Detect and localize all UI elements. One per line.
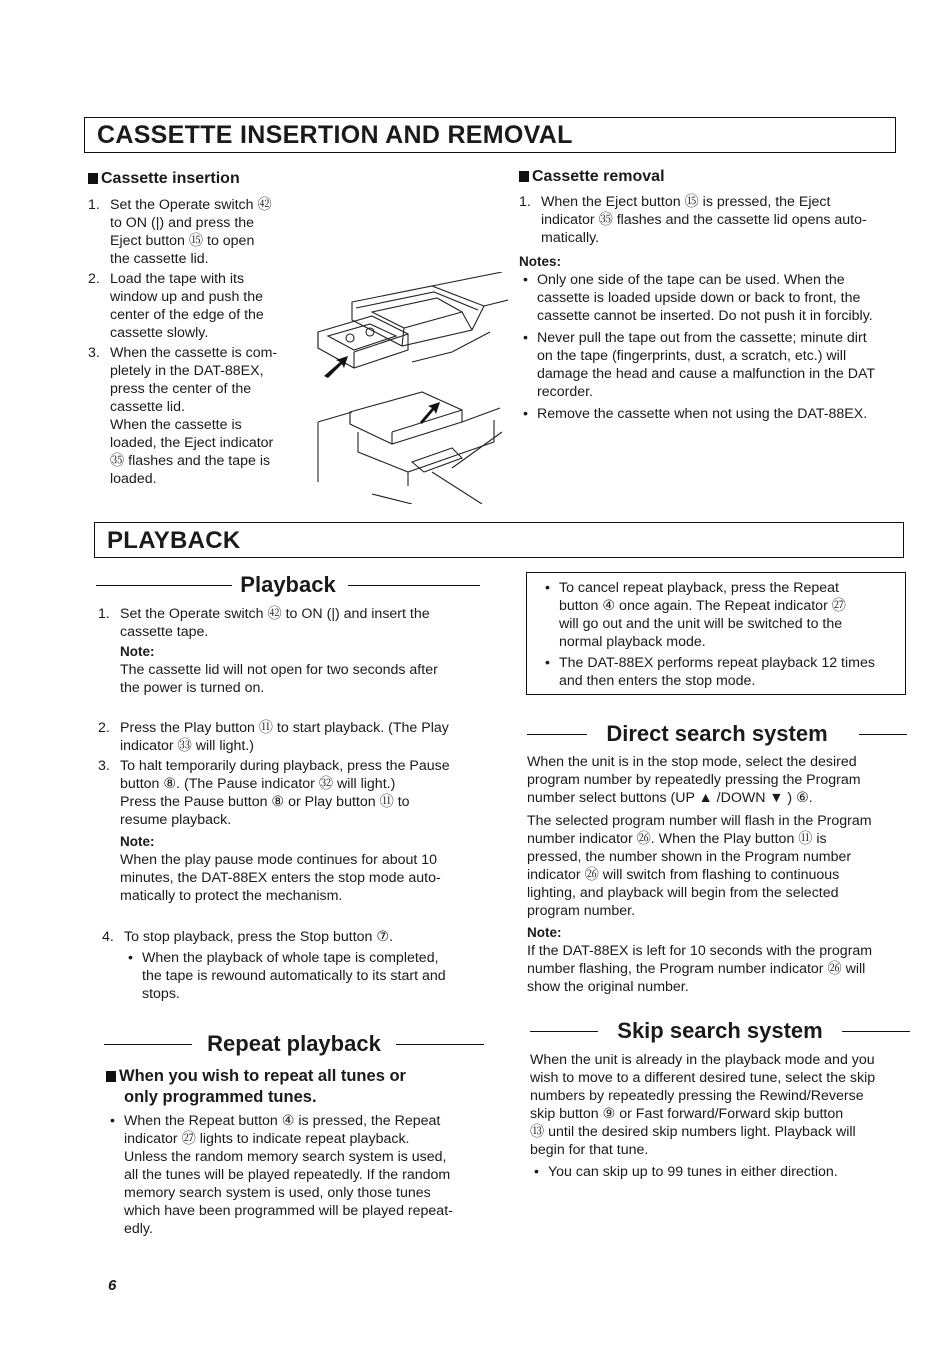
note-label: Note: — [120, 834, 155, 849]
repeat-box-bullet: • To cancel repeat playback, press the Repeat button ④ once again. The Repeat indicator ㉗ will go out and the unit will be switched to the normal playback mode. — [541, 579, 897, 651]
playback-subheading: Playback — [96, 571, 480, 599]
skip-search-subheading: Skip search system — [530, 1017, 910, 1045]
playback-step-1: 1. Set the Operate switch ㊷ to ON (|) and insert the cassette tape. Note: The cassette lid will not open for two seconds after the power is turned on. — [98, 605, 488, 697]
skip-search-text — [530, 1051, 925, 1181]
playback-section-title-box — [94, 522, 904, 558]
skip-bullet: • You can skip up to 99 tunes in either direction. — [530, 1163, 925, 1181]
skip-paragraph: When the unit is already in the playback mode and you wish to move to a different desired tune, select the skip numbers by repeatedly pressing the Rewind/Reverse skip button ⑨ or Fast forward/Forward skip button ⑬ until the desired skip numbers light. Playback will begin for that tune. — [530, 1052, 876, 1158]
removal-step: 1. When the Eject button ⑮ is pressed, the Eject indicator ㉟ flashes and the cassette lid opens auto- matically. — [519, 194, 867, 246]
page-number: 6 — [108, 1277, 117, 1294]
playback-section-title: PLAYBACK — [107, 527, 241, 554]
step-4-bullet: • When the playback of whole tape is completed, the tape is rewound automatically to its start and stops. — [124, 949, 492, 1003]
repeat-heading: When you wish to repeat all tunes or only programmed tunes. — [106, 1066, 486, 1108]
note-label: Note: — [120, 644, 155, 659]
removal-content — [519, 193, 914, 423]
removal-note: • Only one side of the tape can be used. When the cassette is loaded upside down or back to front, the cassette cannot be inserted. Do not push it in forcibly. — [519, 271, 914, 325]
direct-paragraph-2: The selected program number will flash in the Program number indicator ㉖. When the Play button ⑪ is pressed, the number shown in the Program number indicator ㉖ will switch from flashing to continuous lighting, and playback will begin from the selected program number. — [527, 813, 872, 919]
direct-note: If the DAT-88EX is left for 10 seconds with the program number flashing, the Program number indicator ㉖ will show the original number. — [527, 943, 873, 995]
playback-step-3: 3. To halt temporarily during playback, press the Pause button ⑧. (The Pause indicator ㉜ will light.) Press the Pause button ⑧ or Play button ⑪ to resume playback. Note: When the play pause mode continues for about 10 minutes, the DAT-88EX enters the stop mode auto- matically to protect the mechanism. — [98, 757, 488, 905]
direct-search-subheading: Direct search system — [527, 720, 907, 748]
playback-step-4: 4. To stop playback, press the Stop button ⑦. • When the playback of whole tape is completed, the tape is rewound automatically to its start and stops. — [102, 928, 492, 1003]
cassette-removal-heading: Cassette removal — [519, 168, 665, 186]
direct-search-text — [527, 753, 917, 996]
repeat-bullet: • When the Repeat button ④ is pressed, the Repeat indicator ㉗ lights to indicate repeat playback. Unless the random memory search system is used, all the tunes will be played repeatedly. If the random memory search system is used, only those tunes which have been programmed will be played repeat- edly. — [106, 1112, 496, 1238]
repeat-playback-subheading: Repeat playback — [104, 1030, 484, 1058]
repeat-box-bullet: • The DAT-88EX performs repeat playback 12 times and then enters the stop mode. — [541, 654, 897, 690]
insertion-step: 1. Set the Operate switch ㊷ to ON (|) and press the Eject button ⑮ to open the cassette lid. — [88, 197, 272, 267]
cassette-section-title-box — [84, 117, 896, 153]
square-bullet-icon — [88, 173, 98, 184]
removal-notes-label: Notes: — [519, 254, 562, 269]
square-bullet-icon — [106, 1071, 116, 1082]
direct-paragraph-1: When the unit is in the stop mode, select the desired program number by repeatedly pressing the Program number select buttons (UP ▲ /DOWN ▼ ) ⑥. — [527, 754, 861, 806]
insertion-step: 2. Load the tape with its window up and push the center of the edge of the cassette slowly. — [88, 271, 264, 341]
insertion-step: 3. When the cassette is com- pletely in the DAT-88EX, press the center of the cassette lid. When the cassette is loaded, the Eject indicator ㉟ flashes and the tape is loaded. — [88, 345, 278, 487]
cassette-insertion-illustration — [312, 272, 508, 504]
repeat-notes-box — [526, 572, 906, 695]
insertion-steps — [88, 196, 313, 488]
cassette-section-title: CASSETTE INSERTION AND REMOVAL — [97, 121, 573, 149]
removal-note: • Remove the cassette when not using the DAT-88EX. — [519, 405, 914, 423]
playback-step-2: 2. Press the Play button ⑪ to start playback. (The Play indicator ㉝ will light.) — [98, 720, 449, 754]
removal-note: • Never pull the tape out from the cassette; minute dirt on the tape (fingerprints, dust, a scratch, etc.) will damage the head and cause a malfunction in the DAT recorder. — [519, 329, 914, 401]
note-label: Note: — [527, 925, 562, 940]
square-bullet-icon — [519, 171, 529, 182]
cassette-insertion-heading: Cassette insertion — [88, 170, 240, 188]
